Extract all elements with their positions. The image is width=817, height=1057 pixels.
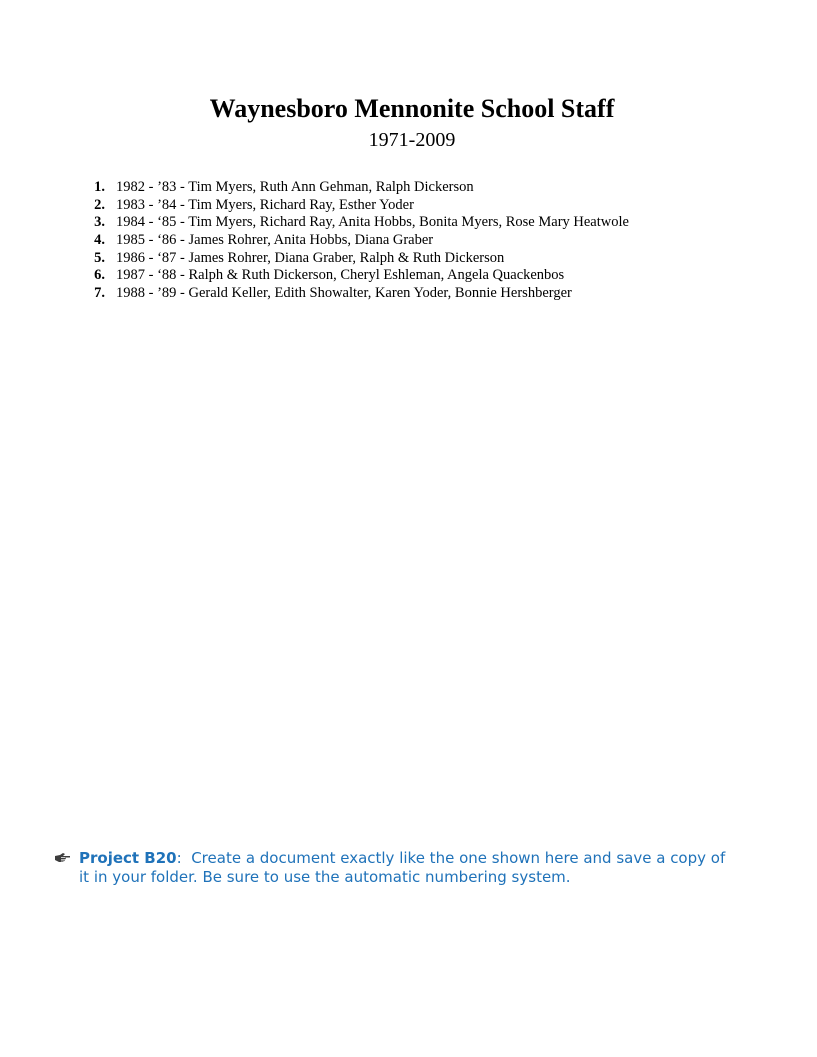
list-item	[84, 214, 629, 232]
project-label: Project B20	[79, 849, 177, 867]
list-item	[84, 232, 629, 250]
list-number: 5.	[94, 249, 105, 266]
list-number: 7.	[94, 285, 105, 302]
list-item	[84, 267, 629, 285]
staff-list	[84, 179, 629, 303]
page-subtitle: 1971-2009	[368, 129, 456, 151]
list-item	[84, 250, 629, 268]
page-title: Waynesboro Mennonite School Staff	[209, 94, 615, 123]
list-item-text: 1983 - ’84 - Tim Myers, Richard Ray, Esther Yoder	[116, 196, 414, 213]
list-item-text: 1982 - ’83 - Tim Myers, Ruth Ann Gehman, Ralph Dickerson	[116, 179, 474, 195]
project-separator: :	[176, 849, 182, 867]
list-number: 3.	[94, 214, 105, 231]
list-number: 2.	[94, 196, 105, 213]
list-number: 6.	[94, 267, 105, 284]
list-number: 1.	[94, 179, 105, 195]
list-item-text: 1986 - ‘87 - James Rohrer, Diana Graber, Ralph & Ruth Dickerson	[116, 249, 505, 266]
pointing-hand-icon	[54, 851, 72, 865]
list-item-text: 1985 - ‘86 - James Rohrer, Anita Hobbs, Diana Graber	[116, 232, 434, 249]
project-instructions	[54, 849, 734, 887]
list-item	[84, 285, 629, 303]
list-item-text: 1984 - ‘85 - Tim Myers, Richard Ray, Anita Hobbs, Bonita Myers, Rose Mary Heatwole	[116, 214, 629, 231]
list-item-text: 1987 - ‘88 - Ralph & Ruth Dickerson, Cheryl Eshleman, Angela Quackenbos	[116, 267, 565, 284]
project-text	[79, 849, 734, 887]
project-instructions-text: Create a document exactly like the one shown here and save a copy of it in your folder. Be sure to use the automatic numbering system.	[79, 849, 731, 886]
list-item-text: 1988 - ’89 - Gerald Keller, Edith Showalter, Karen Yoder, Bonnie Hershberger	[116, 285, 572, 302]
list-number: 4.	[94, 232, 105, 249]
list-item	[84, 179, 629, 197]
list-item	[84, 197, 629, 215]
